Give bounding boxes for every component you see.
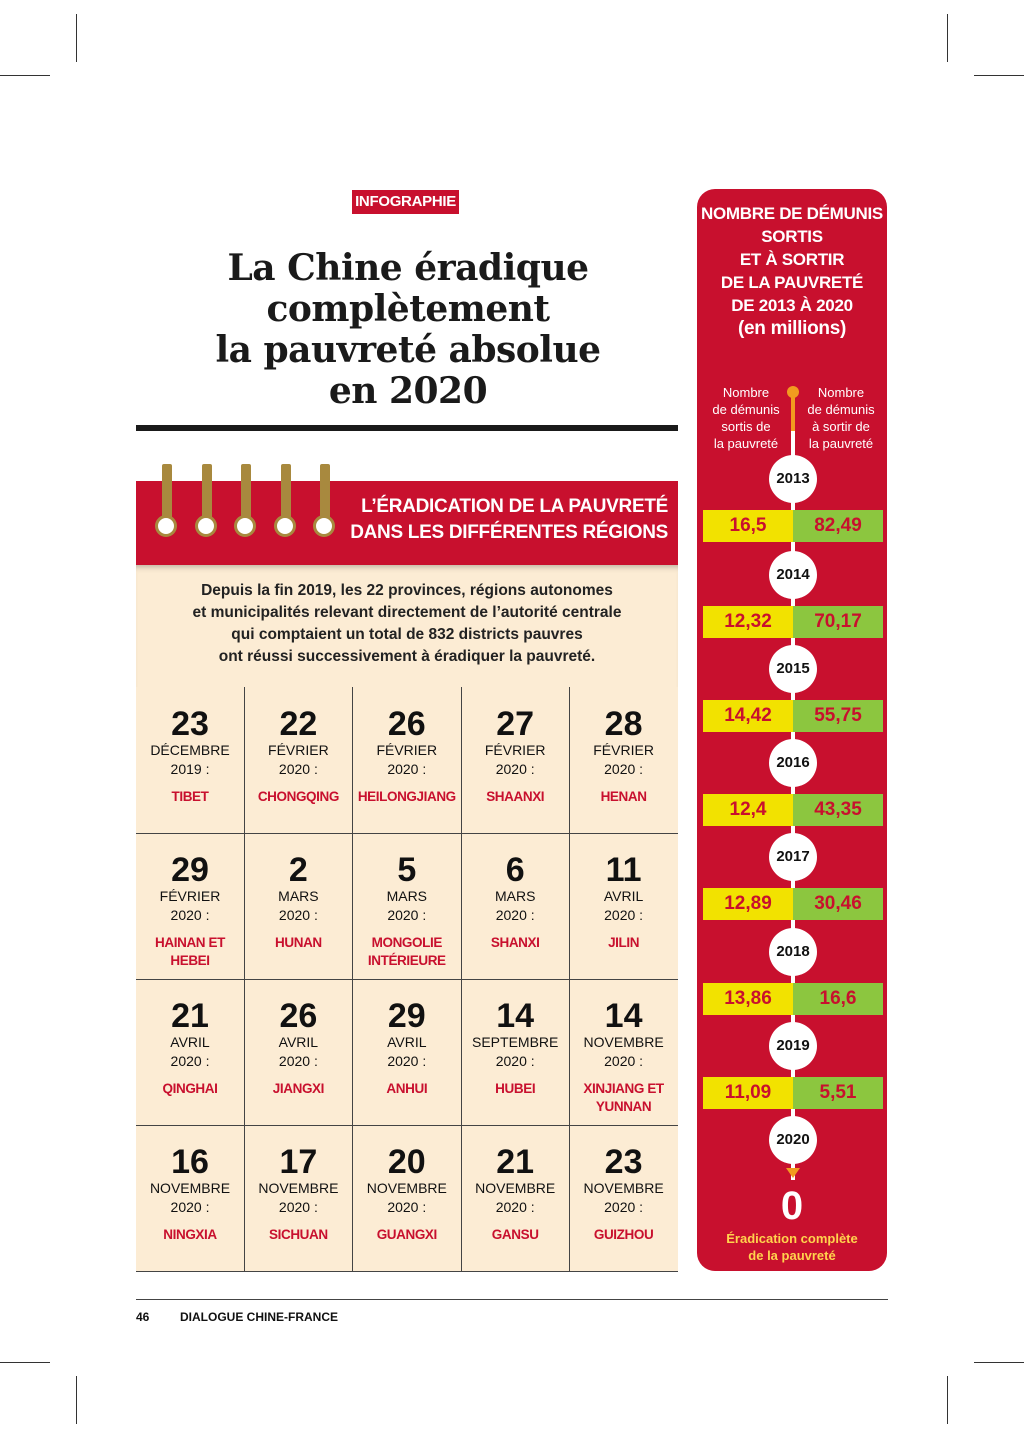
calendar-cell [353, 1125, 462, 1272]
calendar-cell [353, 833, 462, 980]
page-number: 46 [136, 1310, 150, 1324]
column-head-line: de démunis [807, 402, 875, 417]
sidebar-title-line: DE 2013 À 2020 [731, 296, 853, 315]
calendar-day: 6 [505, 851, 525, 889]
intro-text [136, 565, 678, 668]
value-remaining: 30,46 [793, 888, 883, 920]
calendar-cell [570, 1125, 678, 1272]
calendar-year: 2020 : [170, 907, 210, 923]
calendar-cell [353, 687, 462, 834]
intro-line: et municipalités relevant directement de l’autorité centrale [192, 604, 622, 621]
crop-mark [947, 14, 948, 62]
value-row [703, 700, 883, 732]
year-marker: 2014 [769, 551, 817, 599]
value-remaining: 16,6 [793, 983, 883, 1015]
calendar-month: SEPTEMBRE [472, 1034, 559, 1050]
value-row [703, 1077, 883, 1109]
column-head-line: Nombre [817, 385, 865, 400]
timeline-start-dot-icon [787, 386, 799, 398]
calendar-month: MARS [278, 888, 319, 904]
calendar-day: 29 [387, 997, 426, 1035]
calendar-region: GANSU [491, 1227, 539, 1242]
calendar-region: JIANGXI [272, 1081, 324, 1096]
calendar-day: 26 [279, 997, 318, 1035]
calendar-cell [570, 979, 678, 1126]
calendar-region: ANHUI [386, 1081, 428, 1096]
calendar-month: NOVEMBRE [583, 1034, 664, 1050]
calendar-month: MARS [386, 888, 428, 904]
final-note [697, 1230, 887, 1264]
calendar-month: NOVEMBRE [149, 1180, 231, 1196]
calendar-month: MARS [494, 888, 536, 904]
calendar-day: 11 [605, 851, 642, 889]
calendar-month: NOVEMBRE [583, 1180, 664, 1196]
value-remaining: 55,75 [793, 700, 883, 732]
title-line: en 2020 [328, 370, 488, 412]
calendar-month: NOVEMBRE [258, 1180, 339, 1196]
calendar-day: 17 [279, 1143, 318, 1181]
calendar-year: 2020 : [604, 761, 644, 777]
sidebar-title-line: SORTIS [761, 227, 823, 246]
calendar-region: HUNAN [275, 935, 322, 950]
calendar-year: 2020 : [604, 907, 644, 923]
banner-line: L’ÉRADICATION DE LA PAUVRETÉ [361, 496, 668, 517]
ring-hole-icon [155, 515, 177, 537]
calendar-day: 28 [604, 705, 643, 743]
calendar-region: CHONGQING [257, 789, 339, 804]
value-remaining: 5,51 [793, 1077, 883, 1109]
calendar-region: HEILONGJIANG [357, 789, 456, 804]
calendar-cell [461, 833, 570, 980]
calendar-cell [244, 979, 353, 1126]
sidebar-title [697, 202, 887, 340]
calendar-region: SICHUAN [269, 1227, 328, 1242]
calendar-day: 20 [387, 1143, 426, 1181]
crop-mark [947, 1376, 948, 1424]
calendar-month: AVRIL [603, 888, 644, 904]
calendar-day: 16 [171, 1143, 209, 1181]
sidebar-title-line: ET À SORTIR [739, 250, 845, 269]
calendar-month: FÉVRIER [268, 742, 329, 758]
calendar-cell [570, 833, 678, 980]
calendar-month: AVRIL [278, 1034, 319, 1050]
year-marker: 2017 [769, 833, 817, 881]
column-head-line: la pauvreté [808, 436, 874, 451]
sidebar-title-line: DE LA PAUVRETÉ [720, 273, 864, 292]
year-marker: 2015 [769, 645, 817, 693]
calendar-year: 2020 : [278, 761, 318, 777]
final-note-line: Éradication complète [726, 1231, 858, 1246]
value-out: 12,4 [703, 794, 793, 826]
column-head-remaining [796, 384, 886, 452]
calendar-cell [353, 979, 462, 1126]
calendar-cell [461, 687, 570, 834]
value-row [703, 794, 883, 826]
calendar-region: HUBEI [495, 1081, 536, 1096]
calendar-month: FÉVRIER [484, 742, 546, 758]
calendar-year: 2020 : [495, 1199, 535, 1215]
calendar-day: 14 [604, 997, 643, 1035]
calendar-year: 2020 : [387, 761, 427, 777]
year-marker: 2016 [769, 739, 817, 787]
calendar-day: 21 [496, 1143, 535, 1181]
crop-mark [0, 1362, 50, 1363]
value-row [703, 888, 883, 920]
year-marker: 2019 [769, 1022, 817, 1070]
calendar-month: AVRIL [170, 1034, 210, 1050]
sidebar-unit: (en millions) [738, 318, 846, 339]
intro-line: Depuis la fin 2019, les 22 provinces, régions autonomes [201, 582, 613, 599]
value-remaining: 43,35 [793, 794, 883, 826]
calendar-cell [136, 979, 245, 1126]
value-out: 12,32 [703, 606, 793, 638]
banner-heading [350, 494, 668, 546]
calendar-month: FÉVRIER [376, 742, 438, 758]
crop-mark [0, 75, 50, 76]
calendar-year: 2020 : [387, 1053, 427, 1069]
calendar-region: HAINAN ET HEBEI [155, 935, 225, 968]
title-line: complètement [266, 288, 550, 330]
calendar-day: 27 [496, 705, 535, 743]
calendar-month: FÉVRIER [159, 888, 221, 904]
calendar-day: 2 [288, 851, 308, 889]
calendar-cell [136, 833, 245, 980]
calendar-region: GUIZHOU [593, 1227, 654, 1242]
title-line: la pauvreté absolue [215, 329, 601, 371]
footer-divider [136, 1299, 888, 1300]
value-remaining: 70,17 [793, 606, 883, 638]
calendar-region: JILIN [608, 935, 640, 950]
column-head-line: Nombre [722, 385, 770, 400]
calendar-day: 21 [171, 997, 209, 1035]
value-row [703, 606, 883, 638]
calendar-year: 2020 : [278, 1053, 318, 1069]
column-head-line: de démunis [712, 402, 780, 417]
calendar-year: 2020 : [170, 1199, 210, 1215]
calendar-grid [136, 687, 678, 1272]
sidebar-title-line: NOMBRE DE DÉMUNIS [701, 204, 883, 223]
banner-line: DANS LES DIFFÉRENTES RÉGIONS [350, 522, 668, 543]
ring-hole-icon [234, 515, 256, 537]
year-marker: 2018 [769, 928, 817, 976]
title-divider [136, 425, 678, 431]
calendar-month: NOVEMBRE [366, 1180, 447, 1196]
calendar-cell [461, 1125, 570, 1272]
calendar-year: 2020 : [604, 1053, 644, 1069]
page-title [140, 248, 676, 412]
calendar-cell [244, 687, 353, 834]
calendar-region: XINJIANG ET YUNNAN [583, 1081, 664, 1114]
calendar-cell [136, 1125, 245, 1272]
calendar-year: 2020 : [278, 1199, 318, 1215]
calendar-year: 2020 : [278, 907, 318, 923]
calendar-cell [461, 979, 570, 1126]
value-out: 11,09 [703, 1077, 793, 1109]
calendar-day: 22 [279, 705, 318, 743]
calendar-region: NINGXIA [163, 1227, 217, 1242]
intro-line: qui comptaient un total de 832 districts pauvres [231, 626, 583, 643]
calendar-day: 26 [387, 705, 426, 743]
value-out: 14,42 [703, 700, 793, 732]
ring-hole-icon [195, 515, 217, 537]
ring-hole-icon [274, 515, 296, 537]
intro-line: ont réussi successivement à éradiquer la pauvreté. [218, 648, 596, 665]
down-arrow-icon [786, 1168, 800, 1178]
calendar-day: 5 [397, 851, 417, 889]
calendar-year: 2020 : [604, 1199, 644, 1215]
column-head-line: la pauvreté [713, 436, 779, 451]
calendar-month: FÉVRIER [593, 742, 654, 758]
year-marker: 2013 [769, 455, 817, 503]
calendar-year: 2020 : [495, 907, 535, 923]
calendar-year: 2020 : [495, 1053, 535, 1069]
calendar-day: 14 [496, 997, 535, 1035]
publication-name: DIALOGUE CHINE-FRANCE [180, 1310, 338, 1324]
calendar-day: 23 [604, 1143, 643, 1181]
final-note-line: de la pauvreté [748, 1248, 836, 1263]
calendar-region: SHANXI [490, 935, 540, 950]
section-tag: INFOGRAPHIE [352, 190, 459, 214]
value-out: 16,5 [703, 510, 793, 542]
column-head-out [701, 384, 791, 452]
calendar-year: 2020 : [387, 1199, 427, 1215]
calendar-day: 29 [171, 851, 209, 889]
calendar-region: HENAN [600, 789, 647, 804]
calendar-month: DÉCEMBRE [150, 742, 230, 758]
calendar-region: GUANGXI [376, 1227, 437, 1242]
calendar-cell [570, 687, 678, 834]
value-remaining: 82,49 [793, 510, 883, 542]
calendar-year: 2020 : [495, 761, 535, 777]
value-out: 13,86 [703, 983, 793, 1015]
value-row [703, 510, 883, 542]
column-head-line: sortis de [721, 419, 771, 434]
final-value: 0 [780, 1184, 804, 1228]
year-marker: 2020 [769, 1116, 817, 1164]
crop-mark [76, 14, 77, 62]
calendar-region: TIBET [171, 789, 209, 804]
column-head-line: à sortir de [812, 419, 870, 434]
calendar-month: NOVEMBRE [475, 1180, 556, 1196]
calendar-region: MONGOLIE INTÉRIEURE [367, 935, 446, 968]
intro-box [136, 565, 678, 687]
calendar-day: 23 [171, 705, 209, 743]
calendar-month: AVRIL [387, 1034, 427, 1050]
calendar-region: SHAANXI [486, 789, 545, 804]
ring-hole-icon [313, 515, 335, 537]
calendar-region: QINGHAI [162, 1081, 218, 1096]
calendar-year: 2019 : [170, 761, 210, 777]
calendar-year: 2020 : [170, 1053, 210, 1069]
title-line: La Chine éradique [227, 247, 589, 289]
crop-mark [76, 1376, 77, 1424]
value-out: 12,89 [703, 888, 793, 920]
calendar-cell [244, 833, 353, 980]
calendar-cell [244, 1125, 353, 1272]
calendar-cell [136, 687, 245, 834]
value-row [703, 983, 883, 1015]
crop-mark [974, 75, 1024, 76]
calendar-year: 2020 : [387, 907, 427, 923]
crop-mark [974, 1362, 1024, 1363]
